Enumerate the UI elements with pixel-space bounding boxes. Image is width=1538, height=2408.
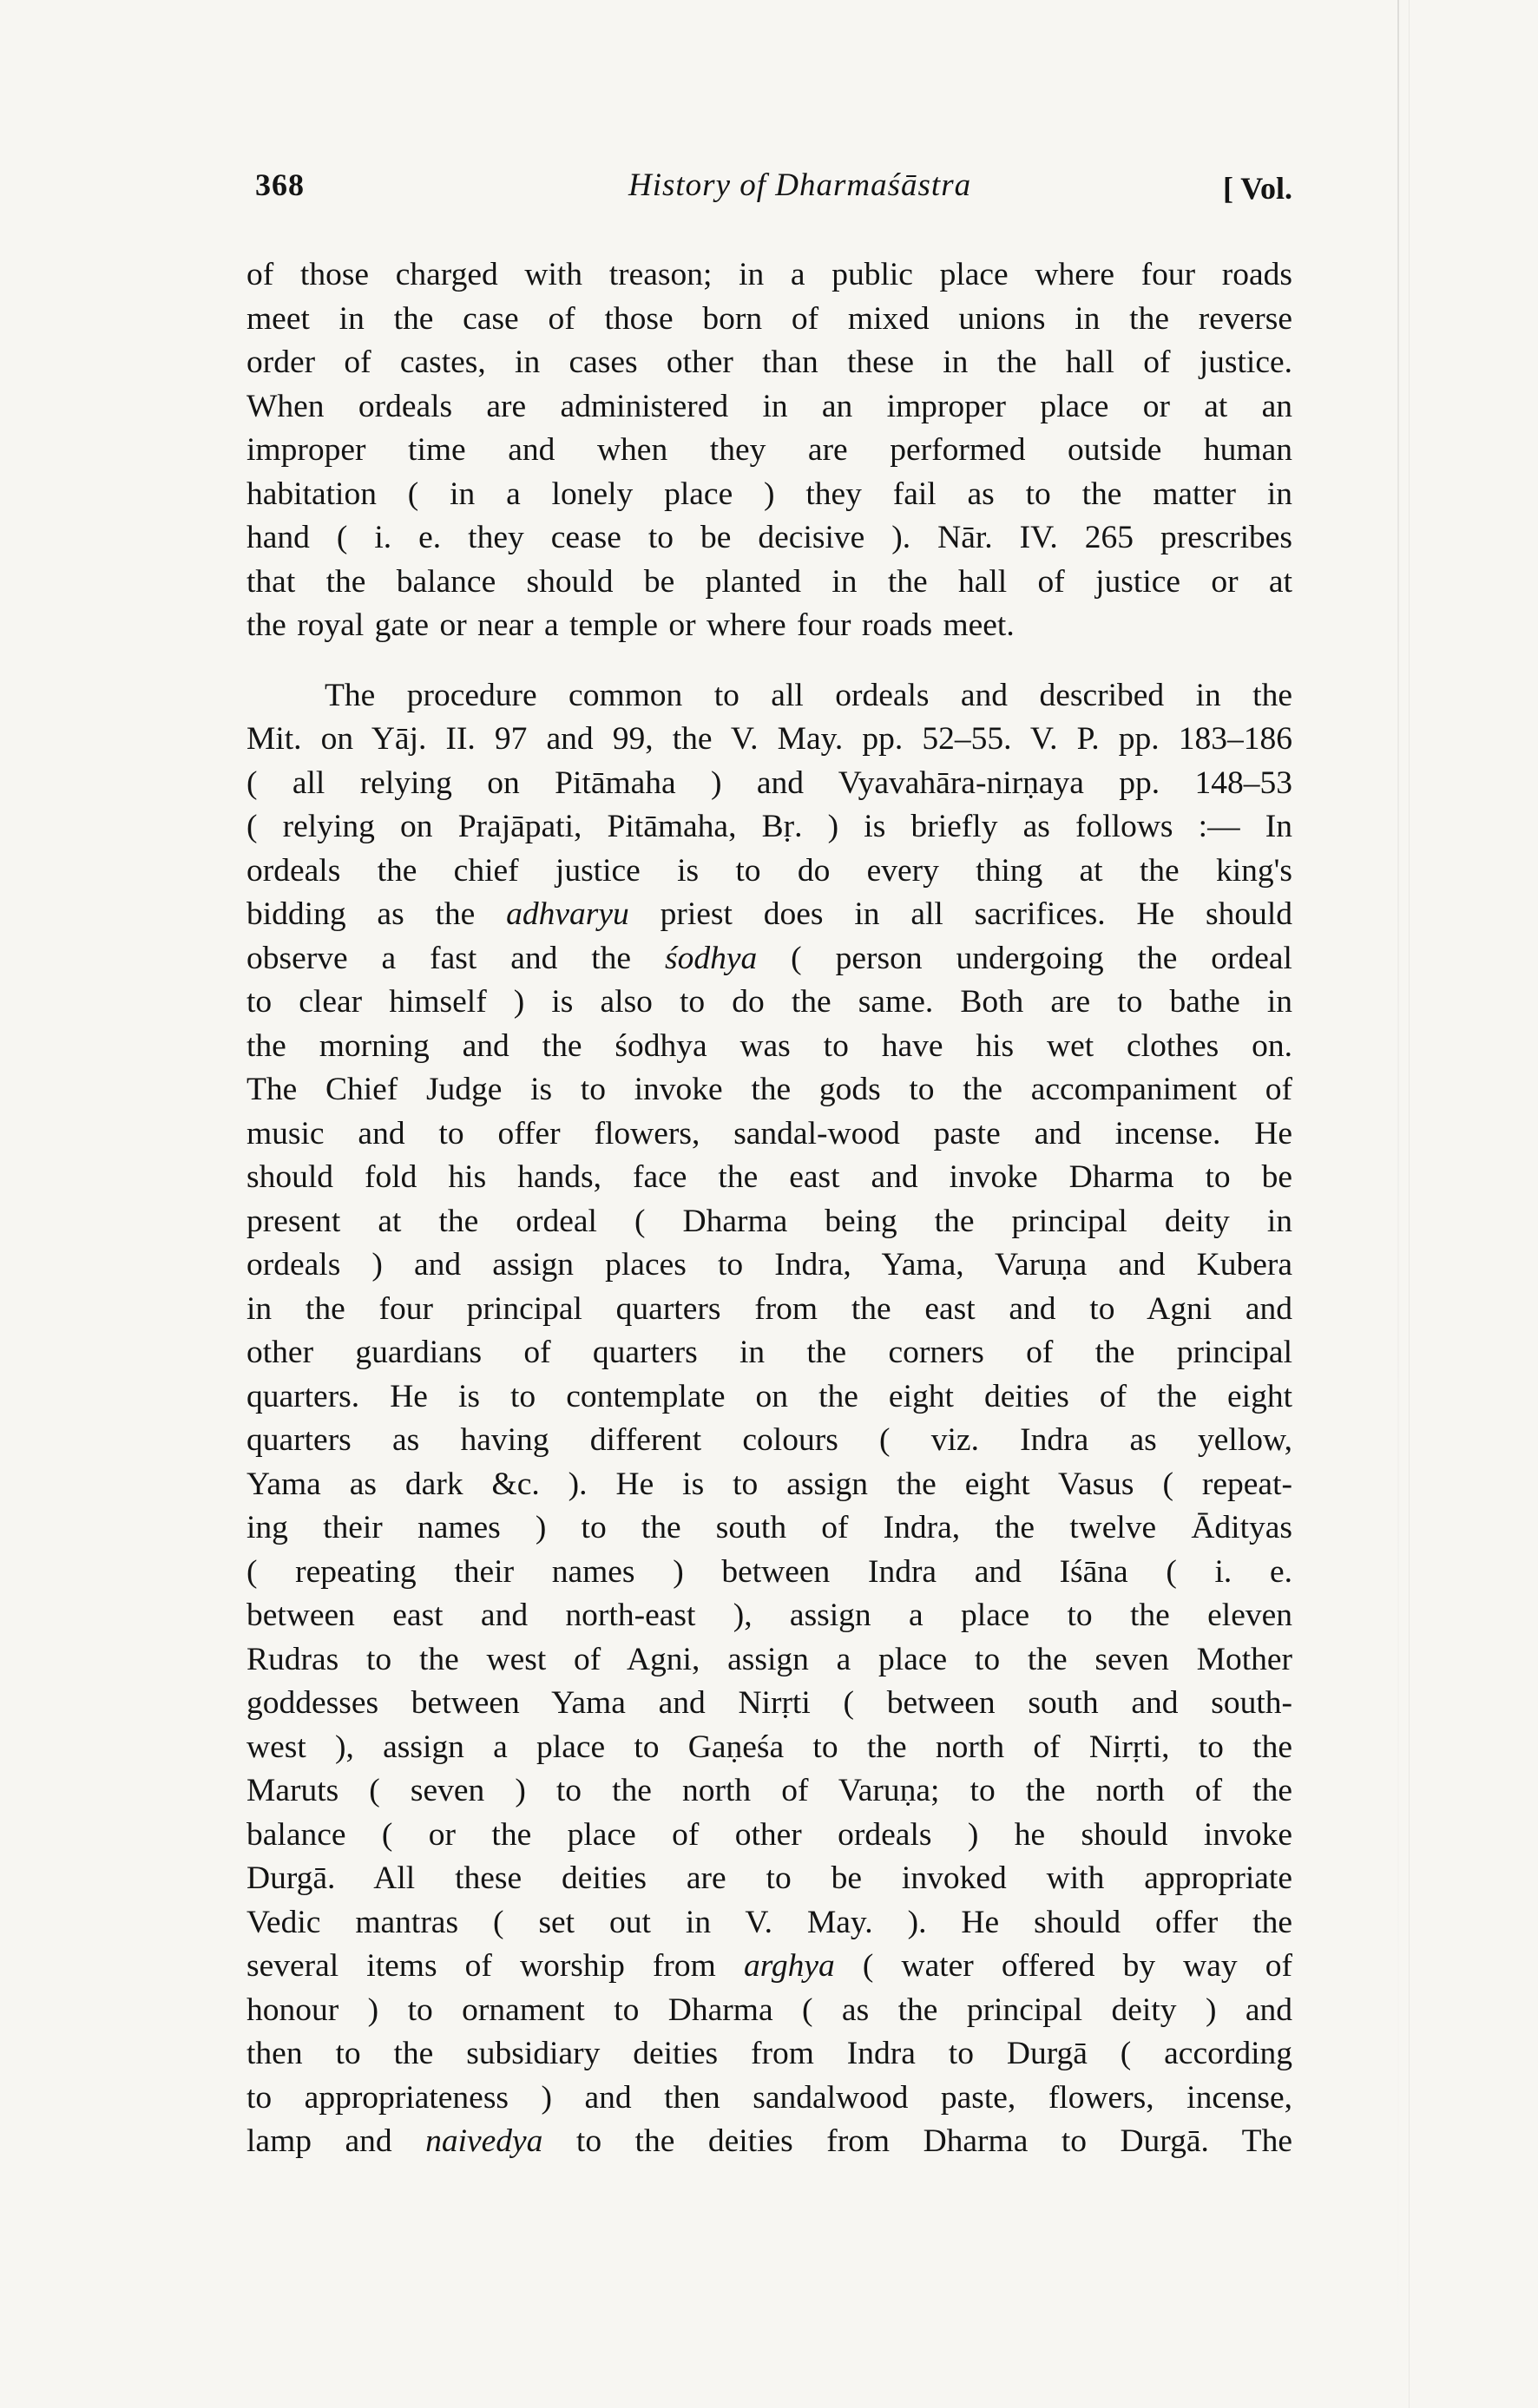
text-line: in the four principal quarters from the east and to Agni and <box>246 1290 1292 1327</box>
text-line: balance ( or the place of other ordeals ) he should invoke <box>246 1816 1292 1853</box>
text-line: meet in the case of those born of mixed unions in the reverse <box>246 300 1292 337</box>
text-line <box>246 2120 1292 2164</box>
text-line: music and to offer flowers, sandal-wood paste and incense. He <box>246 1115 1292 1152</box>
text-line <box>246 937 1292 981</box>
italic-term: śodhya <box>665 940 758 976</box>
text-run: lamp and <box>246 2123 426 2159</box>
scan-edge-line <box>1409 0 1410 2408</box>
text-line: Rudras to the west of Agni, assign a place to the seven Mother <box>246 1641 1292 1677</box>
text-line: Durgā. All these deities are to be invoked with appropriate <box>246 1860 1292 1896</box>
text-line: then to the subsidiary deities from Indra to Durgā ( according <box>246 2036 1292 2071</box>
text-line: the morning and the śodhya was to have his wet clothes on. <box>246 1027 1292 1064</box>
text-line: improper time and when they are performed outside human <box>246 432 1292 468</box>
text-line: ( all relying on Pitāmaha ) and Vyavahāra-nirṇaya pp. 148–53 <box>246 764 1292 801</box>
text-line: Maruts ( seven ) to the north of Varuṇa; to the north of the <box>246 1773 1292 1808</box>
text-line: ordeals the chief justice is to do every thing at the king's <box>246 852 1292 889</box>
italic-term: arghya <box>743 1948 835 1984</box>
text-line: The procedure common to all ordeals and described in the <box>325 677 1292 713</box>
text-line: ( repeating their names ) between Indra and Iśāna ( i. e. <box>246 1553 1292 1590</box>
text-line: quarters. He is to contemplate on the eight deities of the eight <box>246 1378 1292 1414</box>
text-line: quarters as having different colours ( viz. Indra as yellow, <box>246 1422 1292 1458</box>
volume-label: [ Vol. <box>1222 171 1292 206</box>
scan-binding-shadow <box>1397 0 1399 2408</box>
text-line: ordeals ) and assign places to Indra, Yama, Varuṇa and Kubera <box>246 1247 1292 1283</box>
text-line: of those charged with treason; in a public place where four roads <box>246 257 1292 292</box>
text-line: honour ) to ornament to Dharma ( as the principal deity ) and <box>246 1991 1292 2028</box>
text-line: should fold his hands, face the east and invoke Dharma to be <box>246 1159 1292 1195</box>
text-line: west ), assign a place to Gaṇeśa to the north of Nirṛti, to the <box>246 1729 1292 1765</box>
text-run: several items of worship from <box>246 1948 744 1984</box>
paragraph-2 <box>246 674 1292 2164</box>
text-line <box>246 893 1292 937</box>
italic-term: adhvaryu <box>506 896 629 932</box>
running-head <box>246 167 1292 219</box>
text-line: goddesses between Yama and Nirṛti ( between south and south- <box>246 1685 1292 1721</box>
text-line: other guardians of quarters in the corners of the principal <box>246 1335 1292 1370</box>
text-line: habitation ( in a lonely place ) they fail as to the matter in <box>246 476 1292 512</box>
text-run: observe a fast and the <box>246 940 665 976</box>
text-run: ( water offered by way of <box>834 1948 1292 1984</box>
book-title: History of Dharmaśāstra <box>628 167 972 203</box>
text-line: Yama as dark &c. ). He is to assign the eight Vasus ( repeat- <box>246 1466 1292 1502</box>
book-page <box>246 167 1292 2164</box>
text-line: The Chief Judge is to invoke the gods to the accompaniment of <box>246 1072 1292 1107</box>
text-line: order of castes, in cases other than these in the hall of justice. <box>246 344 1292 380</box>
text-line: present at the ordeal ( Dharma being the principal deity in <box>246 1203 1292 1239</box>
text-line: When ordeals are administered in an improper place or at an <box>246 388 1292 424</box>
text-line: to clear himself ) is also to do the same. Both are to bathe in <box>246 984 1292 1020</box>
text-run: ( person undergoing the ordeal <box>757 940 1292 976</box>
text-line: to appropriateness ) and then sandalwood paste, flowers, incense, <box>246 2079 1292 2116</box>
text-line: Mit. on Yāj. II. 97 and 99, the V. May. pp. 52–55. V. P. pp. 183–186 <box>246 721 1292 757</box>
text-line <box>246 1945 1292 1989</box>
text-line: ( relying on Prajāpati, Pitāmaha, Bṛ. ) is briefly as follows :— In <box>246 809 1292 844</box>
text-line: that the balance should be planted in the hall of justice or at <box>246 563 1292 600</box>
text-line: the royal gate or near a temple or where four roads meet. <box>246 607 1015 643</box>
text-run: priest does in all sacrifices. He should <box>628 896 1292 932</box>
text-line: hand ( i. e. they cease to be decisive ). Nār. IV. 265 prescribes <box>246 520 1292 555</box>
text-run: bidding as the <box>246 896 507 932</box>
page-number: 368 <box>255 167 305 202</box>
paragraph-1 <box>246 253 1292 648</box>
text-line: Vedic mantras ( set out in V. May. ). He should offer the <box>246 1904 1292 1940</box>
text-line: ing their names ) to the south of Indra, the twelve Ādityas <box>246 1510 1292 1545</box>
text-run: to the deities from Dharma to Durgā. The <box>542 2123 1292 2159</box>
text-line: between east and north-east ), assign a place to the eleven <box>246 1598 1292 1633</box>
italic-term: naivedya <box>425 2123 543 2159</box>
